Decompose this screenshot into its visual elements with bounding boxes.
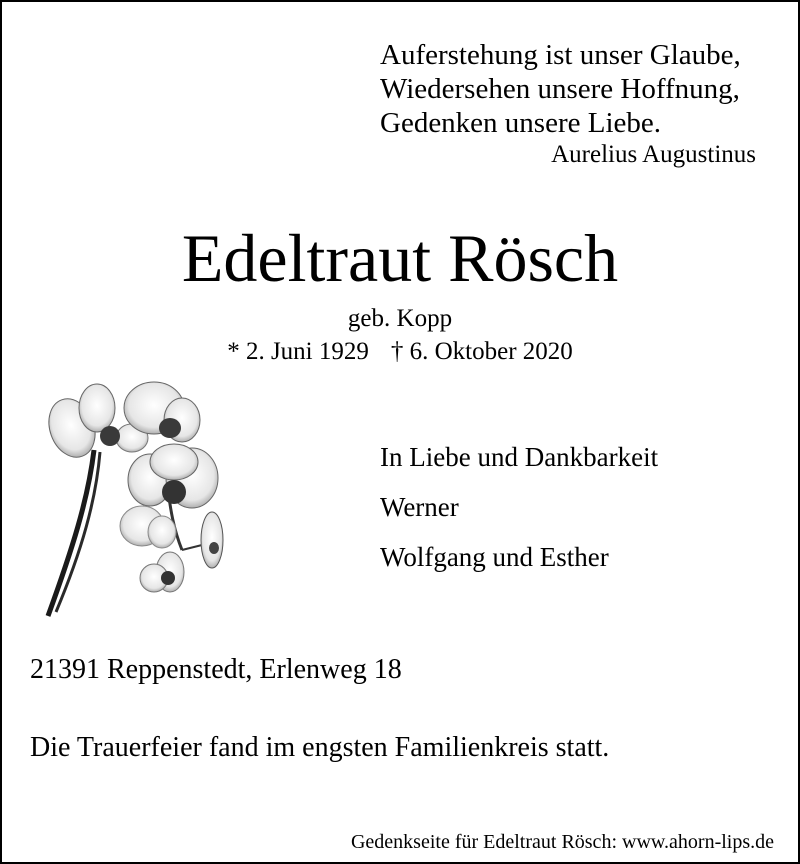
quote-line: Gedenken unsere Liebe.: [380, 107, 662, 139]
quote-line: Auferstehung ist unser Glaube,: [380, 39, 741, 71]
maiden-name: geb. Kopp: [347, 305, 453, 332]
ceremony-note: Die Trauerfeier fand im engsten Familienkreis statt.: [30, 732, 610, 763]
mourner-line: In Liebe und Dankbarkeit: [380, 442, 659, 472]
mourners-list: [380, 442, 658, 592]
birth-date: * 2. Juni 1929: [227, 338, 369, 365]
quote-author: Aurelius Augustinus: [551, 141, 756, 168]
mourner-line: Werner: [380, 492, 459, 522]
deceased-name: Edeltraut Rösch: [181, 220, 619, 296]
death-date: † 6. Oktober 2020: [390, 338, 573, 365]
life-dates: [2, 338, 798, 366]
quote-line: Wiedersehen unsere Hoffnung,: [380, 73, 740, 105]
mourner-line: Wolfgang und Esther: [380, 542, 609, 572]
orchid-image: [42, 380, 242, 620]
address: 21391 Reppenstedt, Erlenweg 18: [30, 654, 402, 685]
memorial-quote: [380, 38, 760, 140]
memorial-page-link[interactable]: Gedenkseite für Edeltraut Rösch: www.ahorn-lips.de: [350, 831, 774, 853]
